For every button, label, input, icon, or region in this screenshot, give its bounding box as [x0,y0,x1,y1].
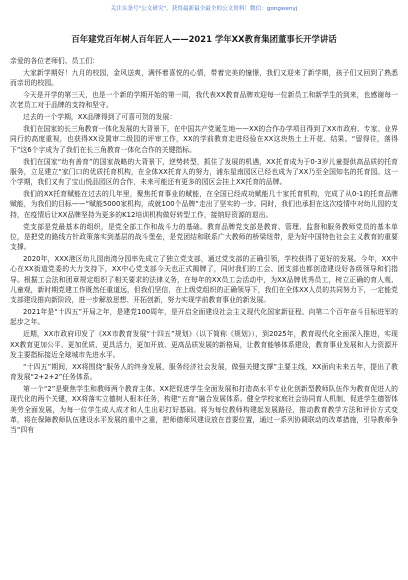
paragraph: 今天是开学的第三天，也是一个新的学期开始的第一周，我代表XX教育品牌欢迎每一位新员工和新学生的到来，也感谢每一次老员工对于品牌的支持和坚守。 [10,91,398,110]
paragraph: 我们的XX托育赋能在过去的几年里，聚焦托育事业的赋能，在全国已经成功赋能几十家托育机构，完成了从0-1的托育品牌赋能，为我们的目标——“赋能5000家机构，成就100个品牌”走出了坚实的一步。同时，我们也承担在这次疫情中对幼儿园的支持，在疫情后让XX品牌坚持为更多的K12培训机构做好转型工作，接纳好资源的退出。 [10,190,398,219]
paragraph: 近期，XX市政府印发了《XX市教育发展“十四五”规划》（以下简称《规划》），到2025年，教育现代化全面深入推进，实现XX教育更加公平、更加优质、更具活力，更加开放、更高品质发展的新格局，让教育能够体系建设，教育事业发展和人力资源开发主要指标接近全球城市先进水平。 [10,330,398,359]
paragraph: 2021年是“十四五”开局之年，是建党100周年，是开启全面建设社会主义现代化国家新征程、向第二个百年奋斗目标进军的起步之年。 [10,308,398,327]
document-body [10,56,398,437]
paragraph: 党支部是党最基本的组织，是党全部工作和战斗力的基础。教育品牌党支部是教育、管理、监督和服务教师党员的基本单位，是把党的路线方针政策落实到基层的战斗堡垒，是党团结和联系广大教师的桥梁纽带，是为好中国特色社会主义教育的重要支撑。 [10,222,398,252]
top-banner-link[interactable]: 关注头条号"公文研究"，获得最新最全最全的公文资料！微信：gongwenyj [110,6,298,12]
paragraph: 过去的一个学期，XX品牌得到了可喜可贺的发展： [23,113,177,122]
paragraph: 第一个“2”是聚焦学生和教师两个教育主体。XX把促进学生全面发展和打造高水平专业化创新型教师队伍作为教育促进人的现代化的两个关键，XX将落实立德树人根本任务，构建“五育”融合发展体系。健全学校家庭社会协同育人机制，促进学生德智体美劳全面发展，为每一位学生成人成才和人生出彩打好基础。将为每位教师构建起发展路径，推动教育教学方法和评价方式变革，将在保障教师队伍建设水平发展的重中之重，把师德师风建设放在首要位置，通过一系列协调联动的改革措施，引导教师争当“四有 [10,385,398,435]
salutation: 亲爱的各位老师们、员工们： [10,57,100,65]
paragraph: 大家新学期好！九月的校园，金风送爽，满怀着喜悦的心情，带着完美的憧憬，我们又迎来了新学期，孩子们又回到了熟悉而亲切的校园。 [10,68,398,88]
paragraph: 我们在国家“幼有善育”的国家战略的大背景下，逆势转型，抓住了发展的机遇，XX托育成为于0-3岁儿童提供高品质的托育服务，立足建立“家门口的优质托育机构，在全体XX托育人的努力，浦东星南园区已经也成为了XX乃至全国知名的托育园。这一个学期，我们又有了宝山悦品园区的合作，未来可能还有更多的园区会挂上XX托育的品牌。 [10,157,398,187]
paragraph: 2020年，XXX港区幼儿园南湾分园率先成立了独立党支部，通过党支部的正确引领，学校获得了更好的发展。今年，XX中心在XX街道党委的大力支持下，XX中心党支部今天也正式揭牌了，同时我们的工会、团支部也都创造建设好各级领导和们指导。根据工会法和团章规定组织了相关要求的法律义务，在每年的XX员工会活动中，为XX品牌优秀员工，树立正确的育人观、儿童观，新时期党建工作既然任重道远，但我们坚信，在上级党组织的正确领导下，我们在全体XX人员的共同努力下，一定能党支部建设推向新阶段，进一步解放思想、开拓创新，努力实现学前教育事业的新发展。 [10,255,398,305]
document-title: 百年建党百年树人百年匠人——2021 学年XX教育集团董事长开学讲话 [71,34,337,44]
paragraph: “十四五”期间，XX将围绕“服务人的终身发展，服务经济社会发展，做强关键支撑”主要主线，XX面向未来五年，提出了教育发展“2+2+2”任务体系。 [10,362,398,382]
paragraph: 我们在国家的长三角教育一体化发展的大背景下，在中国共产党诞生地——XX的合作办学项目得到了XX市政府、专家、业界同行的高度重视，也获得XX设置审二级园的评审工作，XX的学前教育走进经验在XX这块热土上开花、结果。“留得住，落得下”这6个字成为了我们在长三角教育一体化合作的关键指标。 [10,125,398,154]
